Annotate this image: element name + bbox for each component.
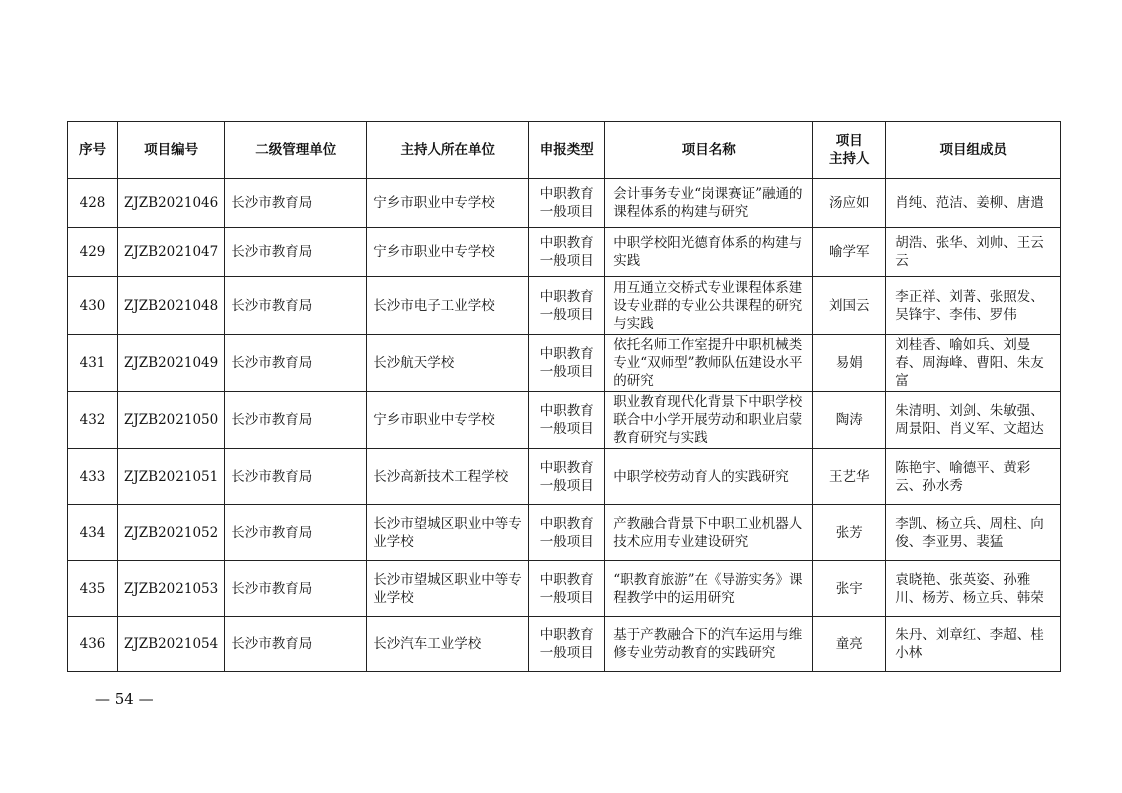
- table-row: [68, 277, 1061, 335]
- project-table-wrapper: [67, 121, 1061, 672]
- cell-host: 张芳: [813, 505, 886, 561]
- cell-unit2: 长沙市教育局: [225, 228, 367, 277]
- cell-code: ZJZB2021054: [118, 617, 225, 672]
- cell-code: ZJZB2021047: [118, 228, 225, 277]
- table-row: [68, 179, 1061, 228]
- cell-code: ZJZB2021053: [118, 561, 225, 617]
- cell-type: 中职教育一般项目: [529, 392, 605, 449]
- header-project-name: 项目名称: [605, 122, 813, 179]
- table-row: [68, 335, 1061, 392]
- cell-host-unit: 宁乡市职业中专学校: [367, 179, 529, 228]
- cell-code: ZJZB2021049: [118, 335, 225, 392]
- table-row: [68, 228, 1061, 277]
- cell-project-name: 用互通立交桥式专业课程体系建设专业群的专业公共课程的研究与实践: [605, 277, 813, 335]
- cell-members: 刘桂香、喻如兵、刘曼春、周海峰、曹阳、朱友富: [886, 335, 1061, 392]
- cell-host: 汤应如: [813, 179, 886, 228]
- cell-seq: 430: [68, 277, 118, 335]
- cell-seq: 431: [68, 335, 118, 392]
- cell-unit2: 长沙市教育局: [225, 335, 367, 392]
- cell-host-unit: 长沙航天学校: [367, 335, 529, 392]
- cell-host: 张宇: [813, 561, 886, 617]
- cell-unit2: 长沙市教育局: [225, 505, 367, 561]
- cell-unit2: 长沙市教育局: [225, 179, 367, 228]
- table-row: [68, 505, 1061, 561]
- cell-project-name: 职业教育现代化背景下中职学校联合中小学开展劳动和职业启蒙教育研究与实践: [605, 392, 813, 449]
- cell-type: 中职教育一般项目: [529, 335, 605, 392]
- cell-host-unit: 宁乡市职业中专学校: [367, 392, 529, 449]
- header-members: 项目组成员: [886, 122, 1061, 179]
- cell-project-name: 会计事务专业“岗课赛证”融通的课程体系的构建与研究: [605, 179, 813, 228]
- cell-type: 中职教育一般项目: [529, 449, 605, 505]
- cell-type: 中职教育一般项目: [529, 561, 605, 617]
- cell-host-unit: 长沙汽车工业学校: [367, 617, 529, 672]
- header-unit2: 二级管理单位: [225, 122, 367, 179]
- cell-host-unit: 长沙市电子工业学校: [367, 277, 529, 335]
- header-host-line1: 项目: [835, 133, 863, 149]
- cell-members: 朱丹、刘章红、李超、桂小林: [886, 617, 1061, 672]
- cell-code: ZJZB2021048: [118, 277, 225, 335]
- cell-unit2: 长沙市教育局: [225, 617, 367, 672]
- cell-members: 陈艳宇、喻德平、黄彩云、孙水秀: [886, 449, 1061, 505]
- table-header-row: [68, 122, 1061, 179]
- cell-code: ZJZB2021046: [118, 179, 225, 228]
- cell-members: 肖纯、范洁、姜柳、唐遣: [886, 179, 1061, 228]
- cell-members: 李正祥、刘菁、张照发、吴锋宇、李伟、罗伟: [886, 277, 1061, 335]
- cell-host-unit: 宁乡市职业中专学校: [367, 228, 529, 277]
- cell-host: 陶涛: [813, 392, 886, 449]
- cell-host: 童亮: [813, 617, 886, 672]
- header-host: [813, 122, 886, 179]
- project-table: [67, 121, 1061, 672]
- header-host-line2: 主持人: [828, 151, 870, 167]
- cell-project-name: 依托名师工作室提升中职机械类专业“双师型”教师队伍建设水平的研究: [605, 335, 813, 392]
- cell-host: 喻学军: [813, 228, 886, 277]
- page-number: — 54 —: [95, 690, 154, 708]
- table-row: [68, 561, 1061, 617]
- cell-host-unit: 长沙市望城区职业中等专业学校: [367, 561, 529, 617]
- cell-seq: 428: [68, 179, 118, 228]
- table-row: [68, 392, 1061, 449]
- cell-code: ZJZB2021051: [118, 449, 225, 505]
- cell-type: 中职教育一般项目: [529, 179, 605, 228]
- header-type: 申报类型: [529, 122, 605, 179]
- cell-code: ZJZB2021050: [118, 392, 225, 449]
- cell-unit2: 长沙市教育局: [225, 449, 367, 505]
- cell-unit2: 长沙市教育局: [225, 561, 367, 617]
- header-host-unit: 主持人所在单位: [367, 122, 529, 179]
- cell-type: 中职教育一般项目: [529, 277, 605, 335]
- cell-host: 王艺华: [813, 449, 886, 505]
- cell-host: 刘国云: [813, 277, 886, 335]
- cell-seq: 433: [68, 449, 118, 505]
- cell-seq: 436: [68, 617, 118, 672]
- cell-seq: 432: [68, 392, 118, 449]
- header-seq: 序号: [68, 122, 118, 179]
- cell-host-unit: 长沙高新技术工程学校: [367, 449, 529, 505]
- cell-code: ZJZB2021052: [118, 505, 225, 561]
- table-body: [68, 179, 1061, 672]
- cell-members: 李凯、杨立兵、周柱、向俊、李亚男、裴猛: [886, 505, 1061, 561]
- cell-seq: 434: [68, 505, 118, 561]
- cell-host-unit: 长沙市望城区职业中等专业学校: [367, 505, 529, 561]
- cell-seq: 435: [68, 561, 118, 617]
- cell-project-name: 基于产教融合下的汽车运用与维修专业劳动教育的实践研究: [605, 617, 813, 672]
- cell-members: 朱清明、刘剑、朱敏强、周景阳、肖义军、文超达: [886, 392, 1061, 449]
- cell-type: 中职教育一般项目: [529, 505, 605, 561]
- cell-project-name: 产教融合背景下中职工业机器人技术应用专业建设研究: [605, 505, 813, 561]
- cell-members: 袁晓艳、张英姿、孙雅川、杨芳、杨立兵、韩荣: [886, 561, 1061, 617]
- cell-unit2: 长沙市教育局: [225, 277, 367, 335]
- cell-type: 中职教育一般项目: [529, 617, 605, 672]
- table-row: [68, 449, 1061, 505]
- cell-project-name: 中职学校劳动育人的实践研究: [605, 449, 813, 505]
- cell-project-name: “职教育旅游”在《导游实务》课程教学中的运用研究: [605, 561, 813, 617]
- cell-type: 中职教育一般项目: [529, 228, 605, 277]
- header-code: 项目编号: [118, 122, 225, 179]
- table-row: [68, 617, 1061, 672]
- cell-seq: 429: [68, 228, 118, 277]
- cell-project-name: 中职学校阳光德育体系的构建与实践: [605, 228, 813, 277]
- cell-unit2: 长沙市教育局: [225, 392, 367, 449]
- cell-host: 易娟: [813, 335, 886, 392]
- cell-members: 胡浩、张华、刘帅、王云云: [886, 228, 1061, 277]
